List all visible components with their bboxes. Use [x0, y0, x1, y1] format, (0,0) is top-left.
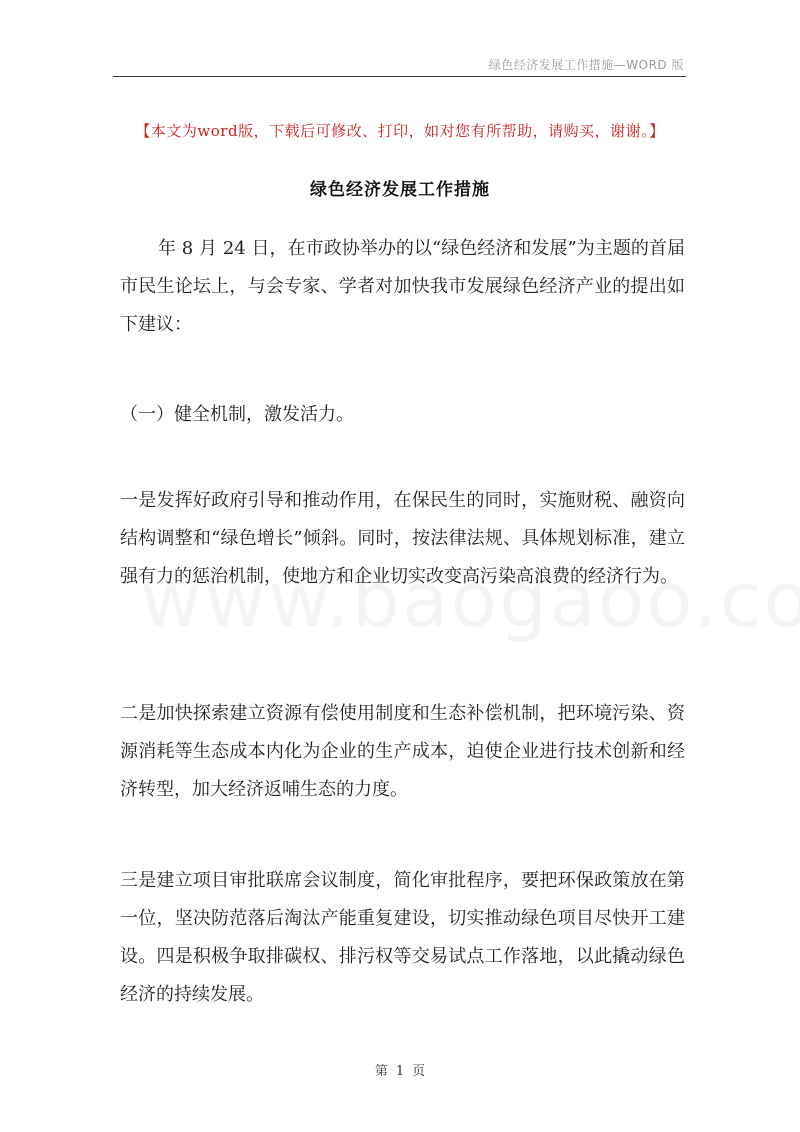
paragraph-point-three: 三是建立项目审批联席会议制度，简化审批程序，要把环保政策放在第一位，坚决防范落后淘汰产能重复建设，切实推动绿色项目尽快开工建设。四是积极争取排碳权、排污权等交易试点工作落地，以此撬动绿色经济的持续发展。	[120, 870, 685, 1005]
page-suffix: 页	[412, 1064, 426, 1079]
page-prefix: 第	[374, 1064, 388, 1079]
section-heading: （一）健全机制，激发活力。	[120, 404, 354, 425]
header-divider	[113, 76, 686, 77]
page-footer	[0, 1060, 800, 1079]
paragraph-intro: 年 8 月 24 日，在市政协举办的以“绿色经济和发展”为主题的首届市民生论坛上，与会专家、学者对加快我市发展绿色经济产业的提出如下建议：	[120, 238, 685, 335]
document-title: 绿色经济发展工作措施	[310, 180, 490, 200]
paragraph-point-two: 二是加快探索建立资源有偿使用制度和生态补偿机制，把环境污染、资源消耗等生态成本内化为企业的生产成本，迫使企业进行技术创新和经济转型，加大经济返哺生态的力度。	[120, 703, 685, 800]
page-number: 1	[395, 1064, 405, 1079]
purchase-notice: 【本文为word版，下载后可修改、打印，如对您有所帮助，请购买，谢谢。】	[135, 122, 665, 140]
running-header-title: 绿色经济发展工作措施—WORD 版	[488, 58, 684, 72]
paragraph-point-one: 一是发挥好政府引导和推动作用，在保民生的同时，实施财税、融资向结构调整和“绿色增长”倾斜。同时，按法律法规、具体规划标准，建立强有力的惩治机制，使地方和企业切实改变高污染高浪费的经济行为。	[120, 490, 685, 587]
